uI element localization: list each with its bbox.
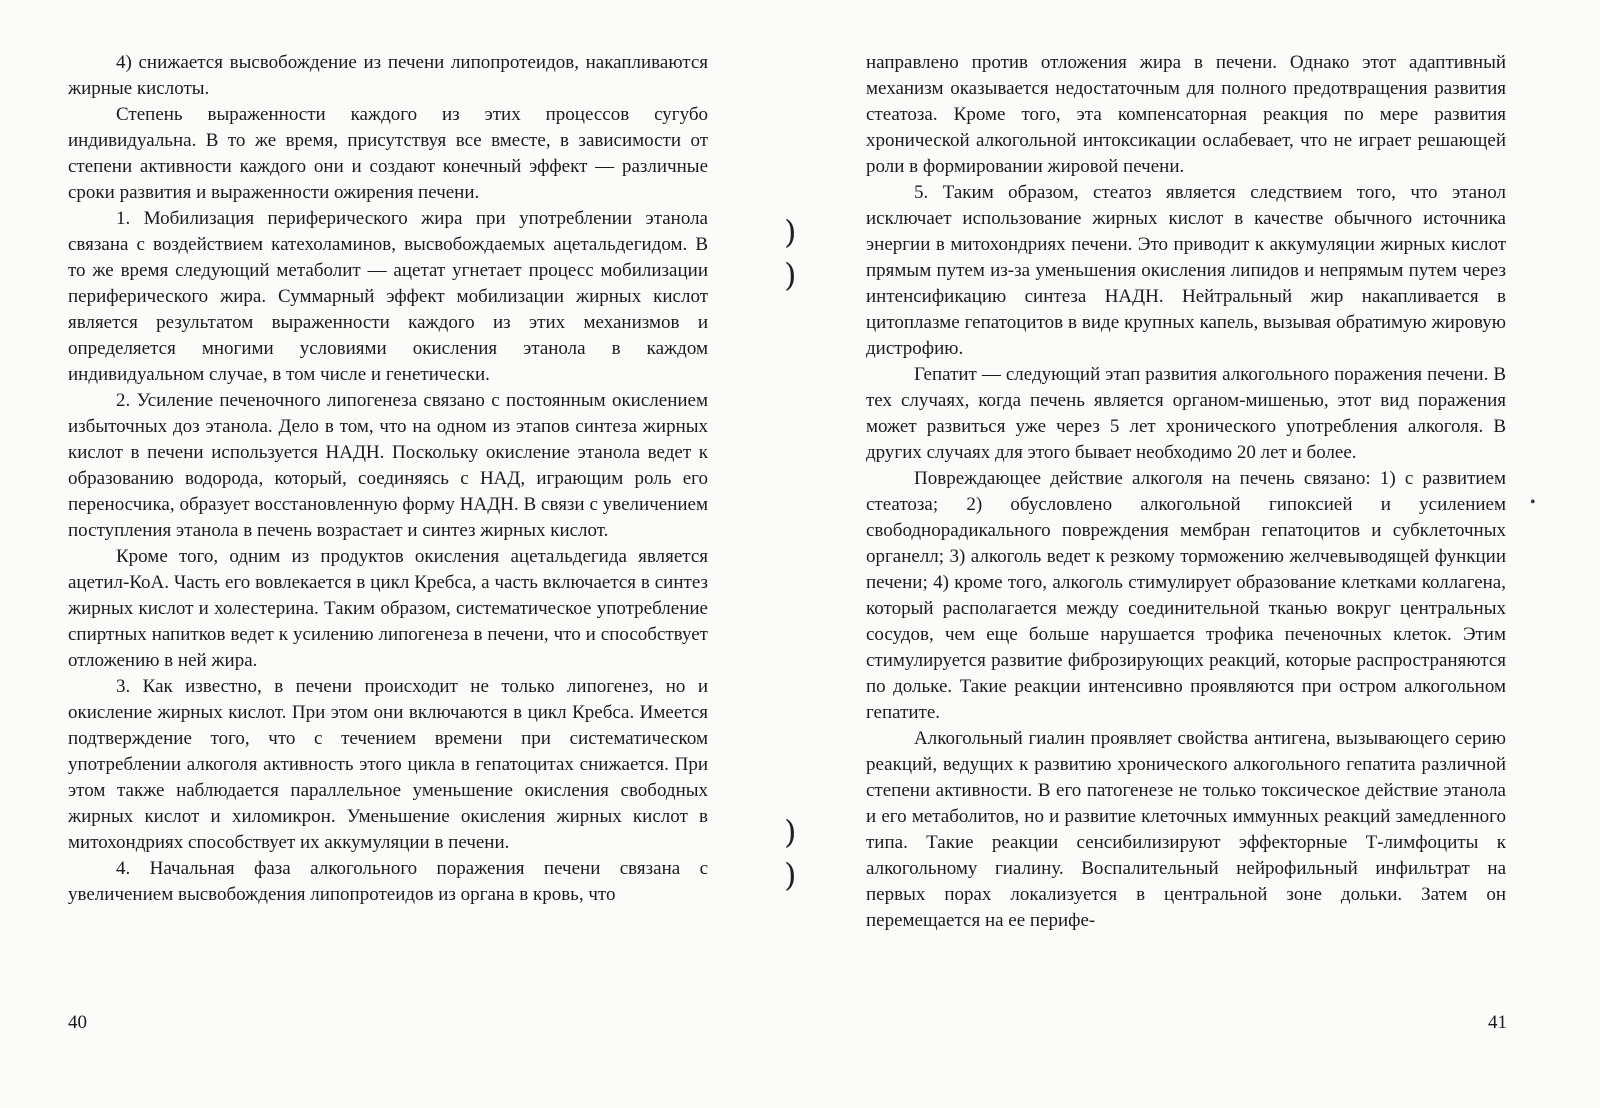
binding-mark: ) [784,213,797,251]
left-paragraph-4: 2. Усиление печеночного липогенеза связано с постоянным окислением избыточных доз этанола. Дело в том, что на одном из этапов синтеза жирных кислот в печени используется НАДН. Поскольку окисление этанола ведет к образованию водорода, который, соединяясь с НАД, играющим роль его переносчика, образует восстановленную форму НАДН. В связи с увеличением поступления этанола в печень возрастает и синтез жирных кислот. [68,390,708,541]
binding-mark: ) [784,256,797,294]
right-paragraph-4: Повреждающее действие алкоголя на печень связано: 1) с развитием стеатоза; 2) обусловлено алкогольной гипоксией и усилением свободнорадикального повреждения мембран гепатоцитов и субклеточных органелл; 3) алкоголь ведет к резкому торможению желчевыводящей функции печени; 4) кроме того, алкоголь стимулирует образование клетками коллагена, который располагается между соединительной тканью вокруг центральных сосудов, чем еще больше нарушается трофика печеночных клеток. Этим стимулируется развитие фиброзирующих реакций, которые распространяются по дольке. Такие реакции интенсивно проявляются при остром алкогольном гепатите. [866,468,1506,723]
left-paragraph-2: Степень выраженности каждого из этих процессов сугубо индивидуальна. В то же время, присутствуя все вместе, в зависимости от степени активности каждого они и создают конечный эффект — различные сроки развития и выраженности ожирения печени. [68,104,708,203]
left-paragraph-1: 4) снижается высвобождение из печени липопротеидов, накапливаются жирные кислоты. [68,52,708,99]
left-paragraph-7: 4. Начальная фаза алкогольного поражения печени связана с увеличением высвобождения липопротеидов из органа в кровь, что [68,858,708,905]
right-paragraph-3: Гепатит — следующий этап развития алкогольного поражения печени. В тех случаях, когда печень является органом-мишенью, этот вид поражения может развиться уже через 5 лет хронического употребления алкоголя. В других случаях для этого бывает необходимо 20 лет и более. [866,364,1506,463]
page-number-left: 40 [68,1012,87,1033]
page-number-right: 41 [1488,1012,1507,1033]
left-paragraph-3: 1. Мобилизация периферического жира при употреблении этанола связана с воздействием катехоламинов, высвобождаемых ацетальдегидом. В то же время следующий метаболит — ацетат угнетает процесс мобилизации периферического жира. Суммарный эффект мобилизации жирных кислот является результатом выраженности каждого из этих механизмов и определяется многими условиями окисления этанола в каждом индивидуальном случае, в том числе и генетически. [68,208,708,385]
right-paragraph-5: Алкогольный гиалин проявляет свойства антигена, вызывающего серию реакций, ведущих к развитию хронического алкогольного гепатита различной степени активности. В его патогенезе не только токсическое действие этанола и его метаболитов, но и развитие клеточных иммунных реакций замедленного типа. Такие реакции сенсибилизируют эффекторные Т-лимфоциты к алкогольному гиалину. Воспалительный нейрофильный инфильтрат на первых порах локализуется в центральной зоне дольки. Затем он перемещается на ее перифе- [866,728,1506,931]
left-page [68,50,708,1020]
binding-mark: ) [784,813,797,851]
left-paragraph-6: 3. Как известно, в печени происходит не только липогенез, но и окисление жирных кислот. При этом они включаются в цикл Кребса. Имеется подтверждение того, что с течением времени при систематическом употреблении алкоголя активность этого цикла в гепатоцитах снижается. При этом также наблюдается параллельное уменьшение окисления свободных жирных кислот и хиломикрон. Уменьшение окисления жирных кислот в митохондриях способствует их аккумуляции в печени. [68,676,708,853]
right-page [866,50,1506,1020]
binding-mark: ) [784,856,797,894]
right-paragraph-1: направлено против отложения жира в печени. Однако этот адаптивный механизм оказывается недостаточным для полного предотвращения развития стеатоза. Кроме того, эта компенсаторная реакция по мере развития хронической алкогольной интоксикации ослабевает, что не играет решающей роли в формировании жировой печени. [866,52,1506,177]
left-paragraph-5: Кроме того, одним из продуктов окисления ацетальдегида является ацетил-КоА. Часть его вовлекается в цикл Кребса, а часть включается в синтез жирных кислот и холестерина. Таким образом, систематическое употребление спиртных напитков ведет к усилению липогенеза в печени, что и способствует отложению в ней жира. [68,546,708,671]
right-paragraph-2: 5. Таким образом, стеатоз является следствием того, что этанол исключает использование жирных кислот в качестве обычного источника энергии в митохондриях печени. Это приводит к аккумуляции жирных кислот прямым путем из-за уменьшения окисления липидов и непрямым путем через интенсификацию синтеза НАДН. Нейтральный жир накапливается в цитоплазме гепатоцитов в виде крупных капель, вызывая обратимую жировую дистрофию. [866,182,1506,359]
scan-speck-icon: • [1530,494,1536,511]
